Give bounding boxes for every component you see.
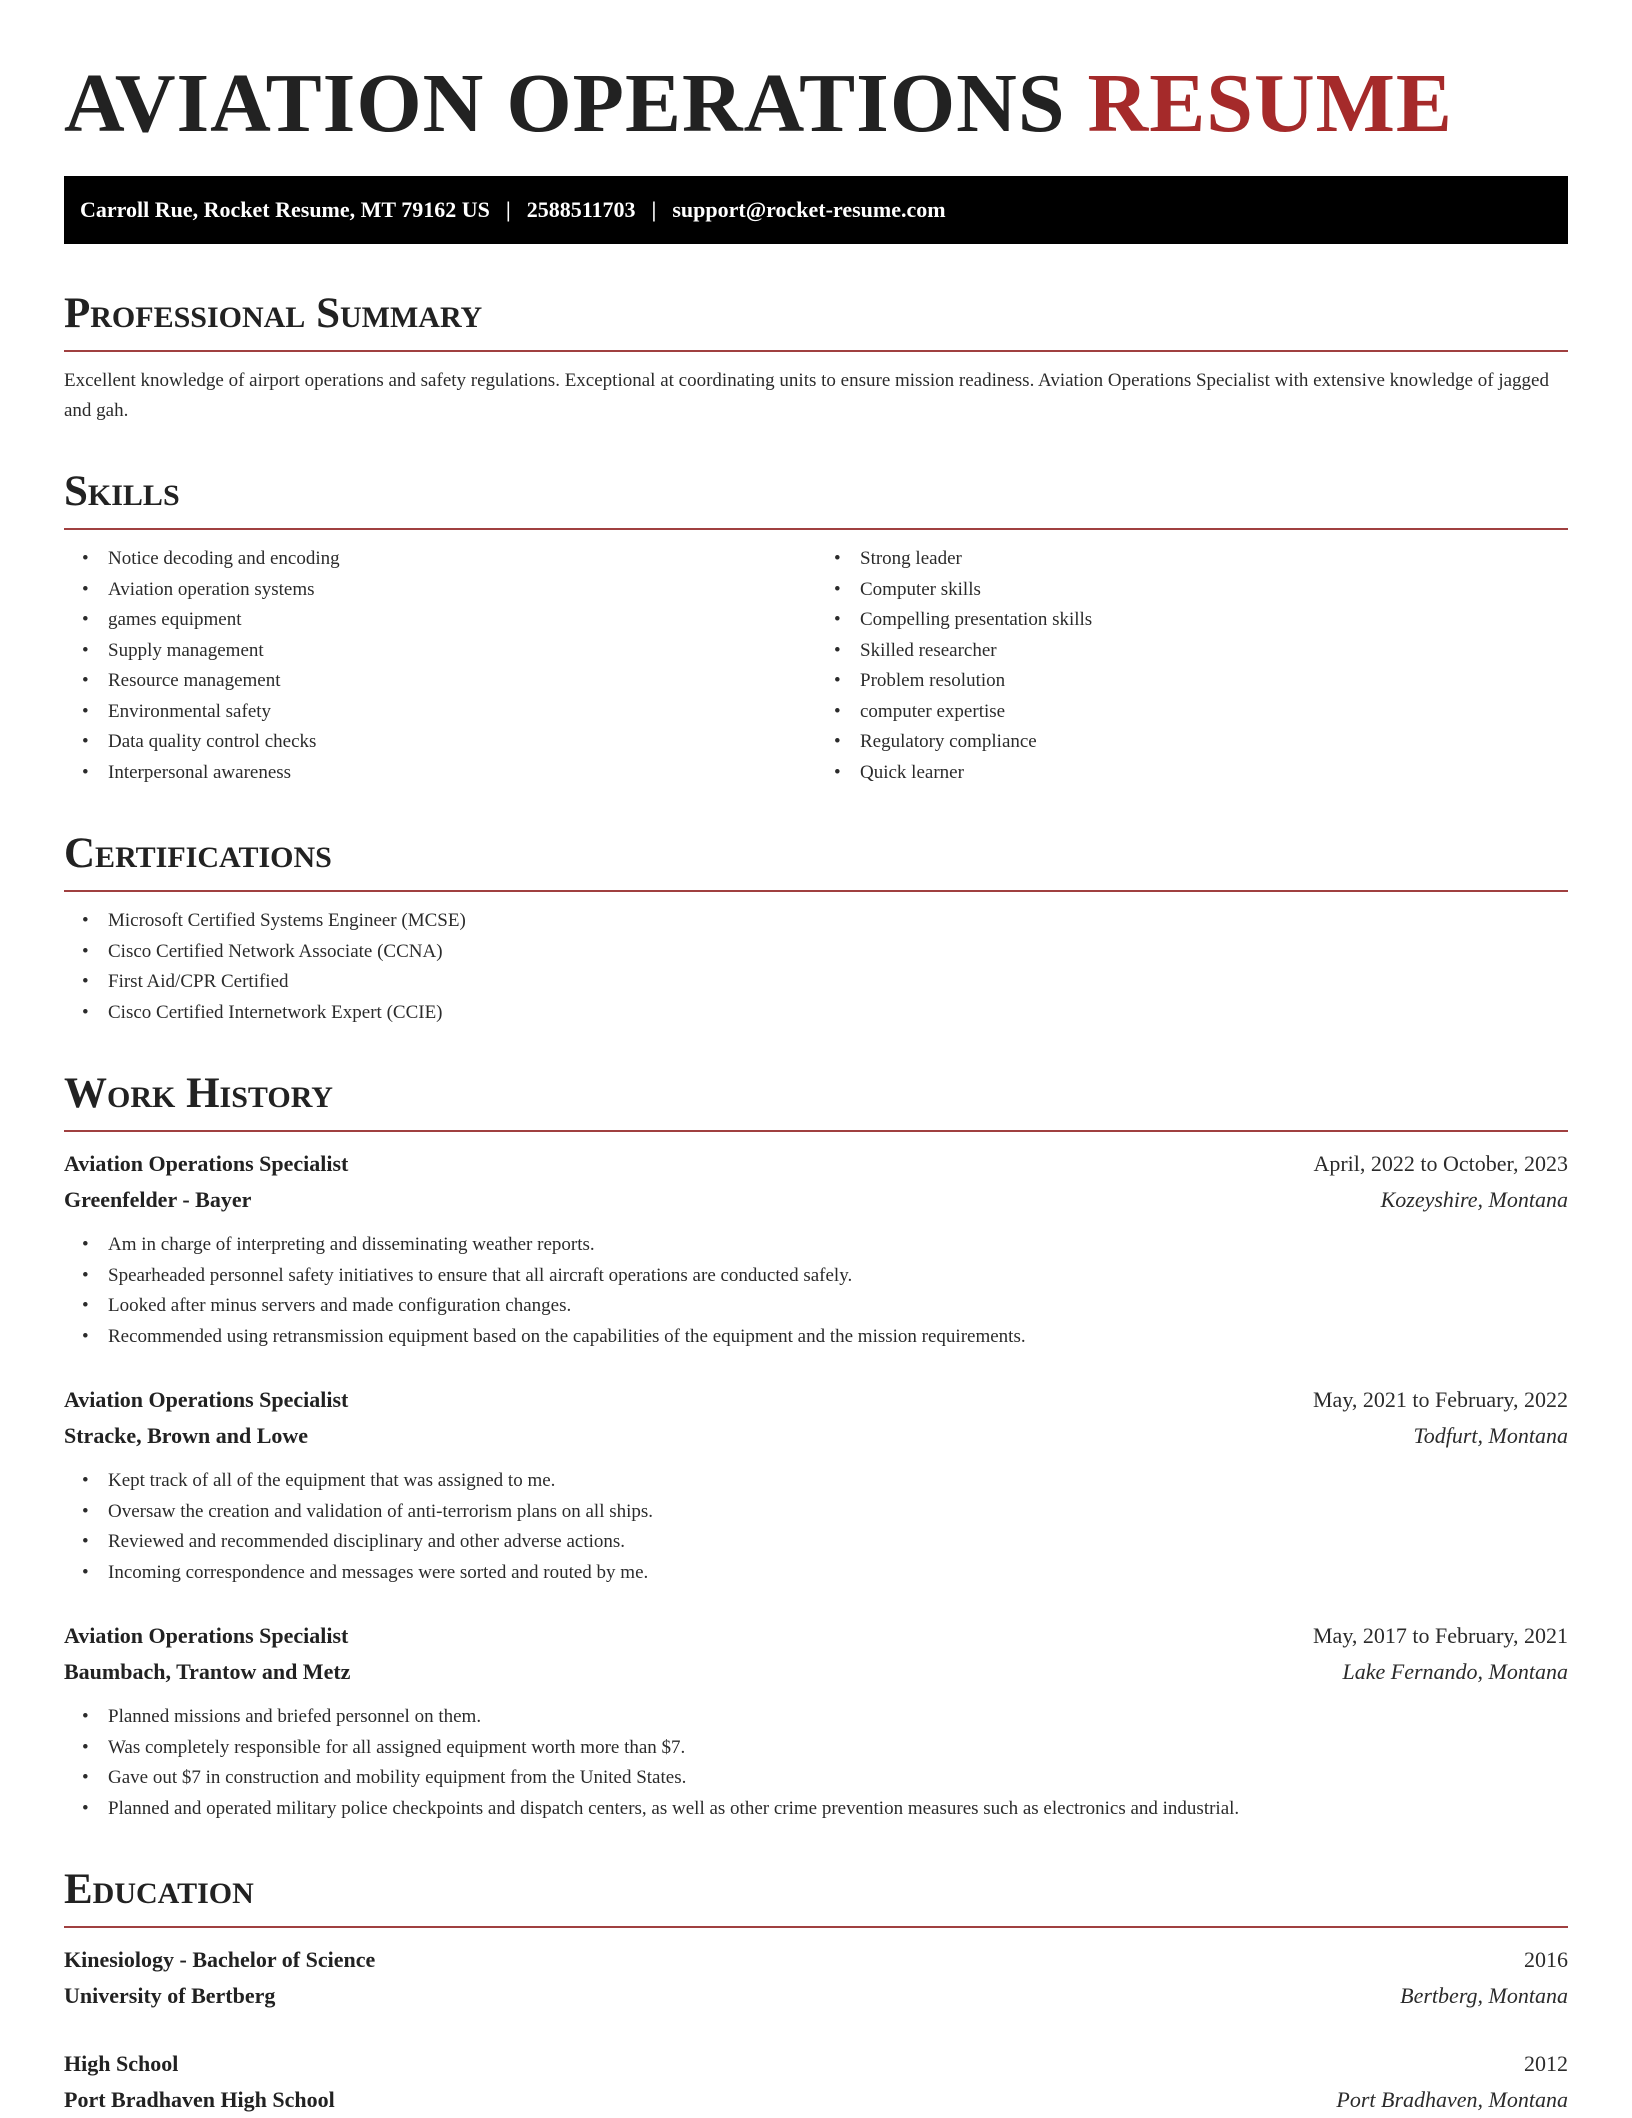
skill-item: • Notice decoding and encoding — [108, 544, 816, 575]
job-title: Aviation Operations Specialist — [64, 1387, 349, 1412]
education-degree: High School — [64, 2051, 179, 2076]
skills-section — [64, 466, 1568, 788]
job-dates: April, 2022 to October, 2023 — [1313, 1151, 1568, 1176]
certifications-list — [64, 906, 1568, 1028]
contact-email: support@rocket-resume.com — [672, 197, 946, 222]
job-bullets — [64, 1702, 1568, 1824]
education-section — [64, 1864, 1568, 2118]
skill-item: • Computer skills — [860, 575, 1568, 606]
job-location: Todfurt, Montana — [1413, 1423, 1568, 1448]
education-location: Bertberg, Montana — [1400, 1983, 1568, 2008]
skills-list-right — [816, 544, 1568, 788]
resume-title — [64, 56, 1568, 152]
job-location: Kozeyshire, Montana — [1380, 1187, 1568, 1212]
skill-item: • Compelling presentation skills — [860, 605, 1568, 636]
job-bullet: • Recommended using retransmission equipment based on the capabilities of the equipment and the mission requirements. — [108, 1322, 1568, 1353]
skill-item: • Interpersonal awareness — [108, 758, 816, 789]
section-heading-education: Education — [64, 1866, 254, 1913]
education-location: Port Bradhaven, Montana — [1336, 2087, 1568, 2112]
summary-text: Excellent knowledge of airport operations and safety regulations. Exceptional at coordinating units to ensure mission readiness. Aviation Operations Specialist with extensive knowledge of jagged and gah. — [64, 370, 1549, 421]
section-heading-certifications: Certifications — [64, 830, 332, 877]
job-bullet: • Planned and operated military police checkpoints and dispatch centers, as well as other crime prevention measures such as electronics and industrial. — [108, 1794, 1568, 1825]
work-history-section — [64, 1068, 1568, 1824]
skill-item: • Environmental safety — [108, 697, 816, 728]
job-company: Greenfelder - Bayer — [64, 1187, 252, 1212]
job-bullet: • Spearheaded personnel safety initiatives to ensure that all aircraft operations are conducted safely. — [108, 1261, 1568, 1292]
job-entry — [64, 1618, 1568, 1824]
contact-address: Carroll Rue, Rocket Resume, MT 79162 US — [80, 197, 490, 222]
contact-separator: | — [505, 197, 511, 222]
certification-item: • Cisco Certified Internetwork Expert (CCIE) — [108, 998, 1568, 1029]
education-year: 2012 — [1524, 2051, 1568, 2076]
education-year: 2016 — [1524, 1947, 1568, 1972]
skill-item: • Problem resolution — [860, 666, 1568, 697]
education-entry — [64, 1942, 1568, 2014]
education-entry — [64, 2046, 1568, 2118]
skills-list-left — [64, 544, 816, 788]
skill-item: • computer expertise — [860, 697, 1568, 728]
job-bullet: • Was completely responsible for all assigned equipment worth more than $7. — [108, 1733, 1568, 1764]
section-divider — [64, 1130, 1568, 1132]
contact-separator: | — [651, 197, 657, 222]
skill-item: • Resource management — [108, 666, 816, 697]
job-bullet: • Planned missions and briefed personnel on them. — [108, 1702, 1568, 1733]
contact-bar — [64, 176, 1568, 244]
education-school: University of Bertberg — [64, 1983, 276, 2008]
job-company: Stracke, Brown and Lowe — [64, 1423, 309, 1448]
certification-item: • Cisco Certified Network Associate (CCNA) — [108, 937, 1568, 968]
job-entry — [64, 1146, 1568, 1352]
skill-item: • Quick learner — [860, 758, 1568, 789]
job-bullet: • Looked after minus servers and made configuration changes. — [108, 1291, 1568, 1322]
job-location: Lake Fernando, Montana — [1342, 1659, 1568, 1684]
section-divider — [64, 350, 1568, 352]
job-company: Baumbach, Trantow and Metz — [64, 1659, 351, 1684]
job-bullet: • Gave out $7 in construction and mobility equipment from the United States. — [108, 1763, 1568, 1794]
certification-item: • Microsoft Certified Systems Engineer (MCSE) — [108, 906, 1568, 937]
section-heading-skills: Skills — [64, 468, 180, 515]
skill-item: • games equipment — [108, 605, 816, 636]
job-title: Aviation Operations Specialist — [64, 1623, 349, 1648]
job-entry — [64, 1382, 1568, 1588]
section-heading-summary: Professional Summary — [64, 290, 483, 337]
skill-item: • Skilled researcher — [860, 636, 1568, 667]
section-divider — [64, 528, 1568, 530]
certification-item: • First Aid/CPR Certified — [108, 967, 1568, 998]
section-divider — [64, 890, 1568, 892]
job-bullets — [64, 1230, 1568, 1352]
education-degree: Kinesiology - Bachelor of Science — [64, 1947, 376, 1972]
job-bullet: • Oversaw the creation and validation of anti-terrorism plans on all ships. — [108, 1497, 1568, 1528]
section-heading-work-history: Work History — [64, 1070, 333, 1117]
job-bullets — [64, 1466, 1568, 1588]
title-main: AVIATION OPERATIONS — [64, 57, 1066, 150]
summary-section — [64, 288, 1568, 426]
job-dates: May, 2021 to February, 2022 — [1313, 1387, 1568, 1412]
title-accent: RESUME — [1087, 57, 1453, 150]
contact-phone: 2588511703 — [526, 197, 636, 222]
job-bullet: • Kept track of all of the equipment that was assigned to me. — [108, 1466, 1568, 1497]
skill-item: • Regulatory compliance — [860, 727, 1568, 758]
skill-item: • Aviation operation systems — [108, 575, 816, 606]
job-bullet: • Am in charge of interpreting and disseminating weather reports. — [108, 1230, 1568, 1261]
job-bullet: • Reviewed and recommended disciplinary and other adverse actions. — [108, 1527, 1568, 1558]
job-title: Aviation Operations Specialist — [64, 1151, 349, 1176]
skill-item: • Data quality control checks — [108, 727, 816, 758]
skill-item: • Strong leader — [860, 544, 1568, 575]
certifications-section — [64, 828, 1568, 1028]
skills-grid — [64, 544, 1568, 788]
section-divider — [64, 1926, 1568, 1928]
job-bullet: • Incoming correspondence and messages were sorted and routed by me. — [108, 1558, 1568, 1589]
education-school: Port Bradhaven High School — [64, 2087, 335, 2112]
job-dates: May, 2017 to February, 2021 — [1313, 1623, 1568, 1648]
skill-item: • Supply management — [108, 636, 816, 667]
